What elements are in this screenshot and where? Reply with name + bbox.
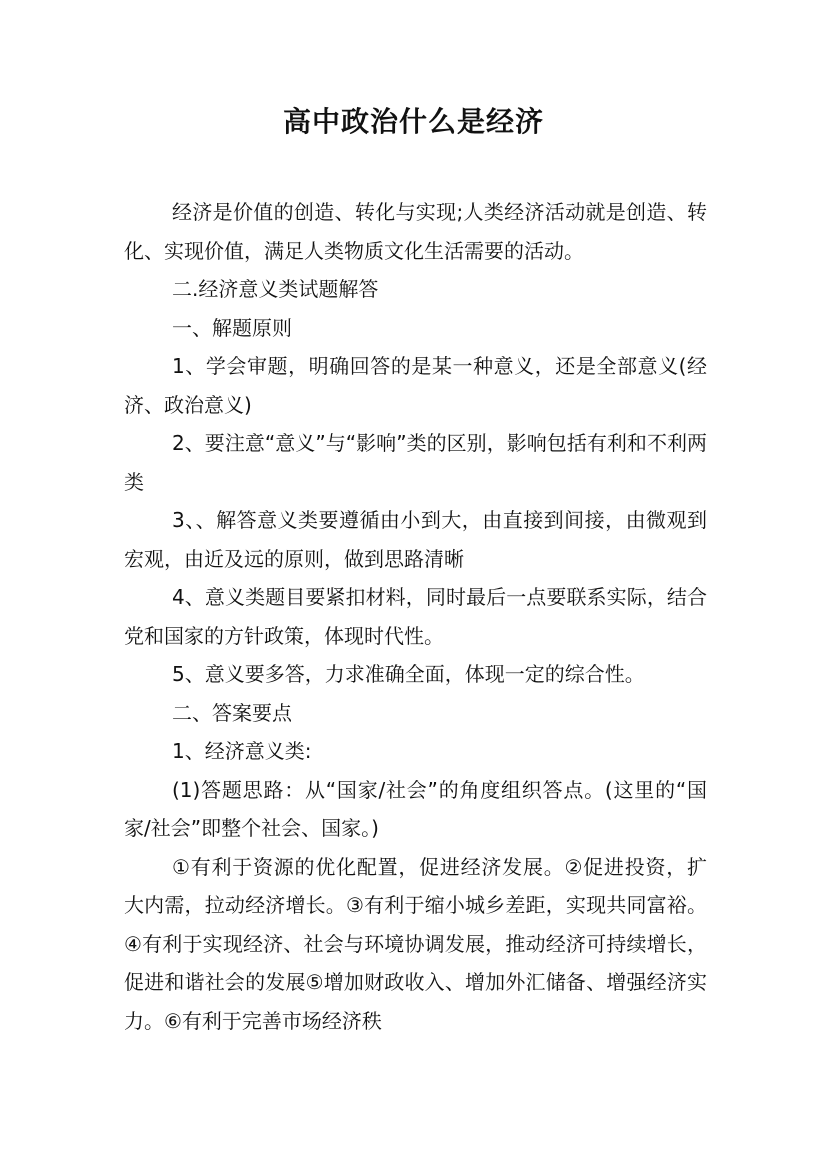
principle-item-4: 4、意义类题目要紧扣材料，同时最后一点要联系实际，结合党和国家的方针政策，体现时代性。	[124, 585, 707, 648]
answer-approach: (1)答题思路：从“国家/社会”的角度组织答点。(这里的“国家/社会”即整个社会、国家。)	[124, 777, 707, 840]
principle-item-1: 1、学会审题，明确回答的是某一种意义，还是全部意义(经济、政治意义)	[124, 354, 707, 417]
key-point-economic: 1、经济意义类:	[172, 739, 312, 763]
principle-item-2: 2、要注意“意义”与“影响”类的区别，影响包括有利和不利两类	[124, 431, 707, 494]
document-body	[124, 193, 707, 1040]
section-heading-answering: 二.经济意义类试题解答	[172, 277, 379, 301]
principle-item-5: 5、意义要多答，力求准确全面，体现一定的综合性。	[172, 662, 645, 686]
subheading-key-points: 二、答案要点	[172, 700, 292, 725]
answer-points-list: ①有利于资源的优化配置，促进经济发展。②促进投资，扩大内需，拉动经济增长。③有利于缩小城乡差距，实现共同富裕。④有利于实现经济、社会与环境协调发展，推动经济可持续增长，促进和谐社会的发展⑤增加财政收入、增加外汇储备、增强经济实力。⑥有利于完善市场经济秩	[124, 854, 707, 1033]
paragraph-definition: 经济是价值的创造、转化与实现;人类经济活动就是创造、转化、实现价值，满足人类物质文化生活需要的活动。	[124, 200, 707, 263]
subheading-principles: 一、解题原则	[172, 315, 292, 340]
document-title: 高中政治什么是经济	[282, 105, 544, 138]
principle-item-3: 3、、解答意义类要遵循由小到大，由直接到间接，由微观到宏观，由近及远的原则，做到思路清晰	[124, 508, 707, 571]
